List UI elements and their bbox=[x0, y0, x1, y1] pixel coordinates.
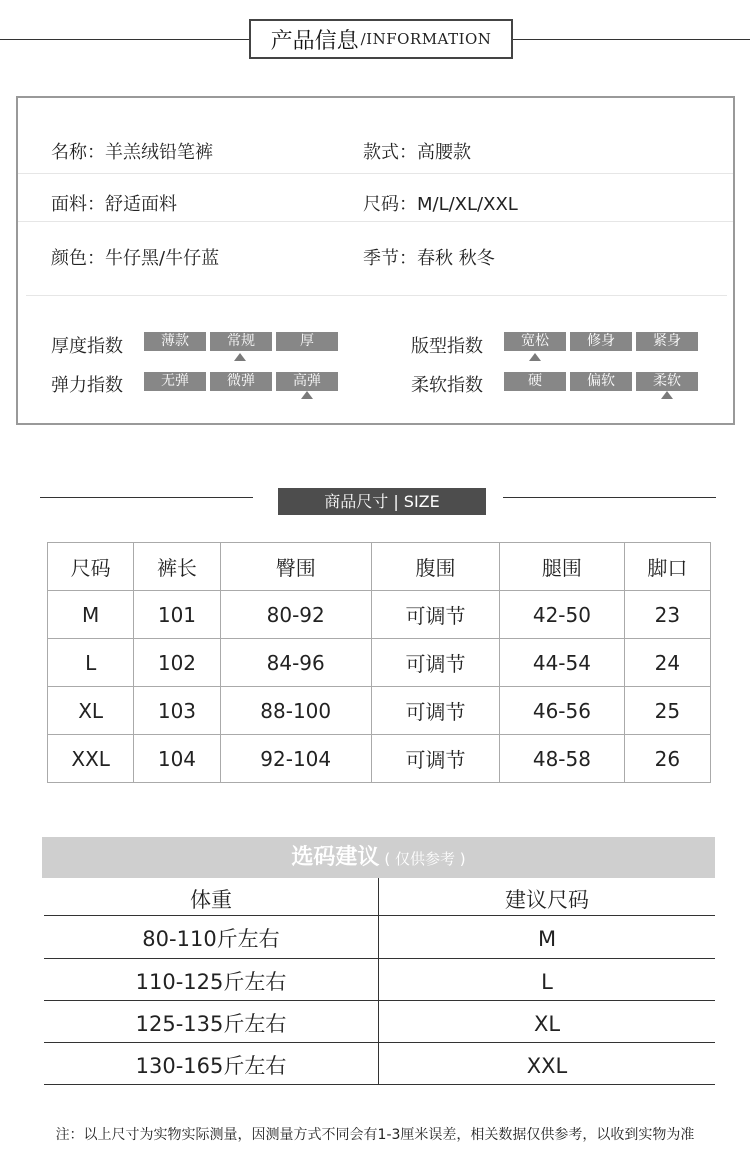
info-color: 颜色：牛仔黑/牛仔蓝 bbox=[51, 248, 220, 269]
header-cell: 裤长 bbox=[134, 543, 220, 591]
table-cell: 84-96 bbox=[220, 639, 371, 687]
info-separator bbox=[18, 221, 733, 222]
table-cell: 88-100 bbox=[220, 687, 371, 735]
fit-option-slim: 修身 bbox=[570, 332, 632, 351]
thickness-selected-marker bbox=[234, 353, 246, 361]
recommend-row bbox=[44, 918, 715, 960]
fit-index-label: 版型指数 bbox=[411, 336, 483, 357]
weight-header: 体重 bbox=[190, 888, 232, 912]
size-recommend-banner bbox=[42, 837, 715, 878]
softness-index-label: 柔软指数 bbox=[411, 375, 483, 396]
size-recommend-title: 选码建议 bbox=[291, 845, 380, 870]
recommend-rule bbox=[44, 1084, 715, 1085]
recommend-rule bbox=[44, 1000, 715, 1001]
elasticity-option-slight: 微弹 bbox=[210, 372, 272, 391]
info-header bbox=[249, 19, 513, 59]
size-cell: XL bbox=[533, 1012, 561, 1036]
size-rule-left bbox=[40, 497, 253, 498]
size-table bbox=[47, 542, 711, 783]
thickness-option-thin: 薄款 bbox=[144, 332, 206, 351]
table-row bbox=[48, 735, 711, 783]
table-cell: 23 bbox=[624, 591, 710, 639]
softness-option-semi-soft: 偏软 bbox=[570, 372, 632, 391]
size-cell: XXL bbox=[526, 1054, 568, 1078]
table-cell: XL bbox=[48, 687, 134, 735]
info-header-title: 产品信息 bbox=[270, 28, 359, 54]
header-cell: 臀围 bbox=[220, 543, 371, 591]
thickness-option-normal: 常规 bbox=[210, 332, 272, 351]
table-cell: 103 bbox=[134, 687, 220, 735]
size-header: 建议尺码 bbox=[505, 888, 589, 912]
recommend-row bbox=[44, 1003, 715, 1045]
info-name: 名称：羊羔绒铅笔裤 bbox=[51, 142, 213, 163]
size-cell: L bbox=[541, 970, 553, 994]
thickness-index-label: 厚度指数 bbox=[51, 336, 123, 357]
weight-cell: 125-135斤左右 bbox=[135, 1012, 287, 1036]
table-cell: 101 bbox=[134, 591, 220, 639]
weight-cell: 110-125斤左右 bbox=[135, 970, 287, 994]
thickness-option-thick: 厚 bbox=[276, 332, 338, 351]
table-cell: 44-54 bbox=[500, 639, 624, 687]
table-cell: 可调节 bbox=[371, 735, 499, 783]
header-rule-left bbox=[0, 39, 249, 40]
fit-selected-marker bbox=[529, 353, 541, 361]
recommend-rule bbox=[44, 1042, 715, 1043]
table-cell: 104 bbox=[134, 735, 220, 783]
info-separator bbox=[18, 173, 733, 174]
table-cell: 80-92 bbox=[220, 591, 371, 639]
header-cell: 腿围 bbox=[500, 543, 624, 591]
table-cell: 48-58 bbox=[500, 735, 624, 783]
info-sizes: 尺码：M/L/XL/XXL bbox=[363, 194, 518, 215]
fit-option-tight: 紧身 bbox=[636, 332, 698, 351]
product-info-panel bbox=[16, 96, 735, 425]
table-row bbox=[48, 687, 711, 735]
table-cell: 42-50 bbox=[500, 591, 624, 639]
info-style: 款式：高腰款 bbox=[363, 142, 471, 163]
size-recommend-subtitle: ( 仅供参考 ) bbox=[384, 850, 466, 868]
elasticity-selected-marker bbox=[301, 391, 313, 399]
recommend-rule bbox=[44, 915, 715, 916]
footnote: 注：以上尺寸为实物实际测量，因测量方式不同会有1-3厘米误差，相关数据仅供参考，以收到实物为准 bbox=[55, 1127, 695, 1143]
elasticity-option-none: 无弹 bbox=[144, 372, 206, 391]
table-cell: 可调节 bbox=[371, 639, 499, 687]
table-cell: 可调节 bbox=[371, 687, 499, 735]
table-cell: 92-104 bbox=[220, 735, 371, 783]
size-cell: M bbox=[537, 927, 557, 951]
header-cell: 脚口 bbox=[624, 543, 710, 591]
table-cell: 46-56 bbox=[500, 687, 624, 735]
softness-option-hard: 硬 bbox=[504, 372, 566, 391]
fit-option-loose: 宽松 bbox=[504, 332, 566, 351]
size-table-header bbox=[48, 543, 711, 591]
header-cell: 腹围 bbox=[371, 543, 499, 591]
info-fabric: 面料：舒适面料 bbox=[51, 194, 177, 215]
table-cell: 102 bbox=[134, 639, 220, 687]
weight-cell: 80-110斤左右 bbox=[142, 927, 280, 951]
table-cell: 25 bbox=[624, 687, 710, 735]
softness-selected-marker bbox=[661, 391, 673, 399]
recommend-row bbox=[44, 1045, 715, 1087]
table-cell: M bbox=[48, 591, 134, 639]
elasticity-index-label: 弹力指数 bbox=[51, 375, 123, 396]
header-cell: 尺码 bbox=[48, 543, 134, 591]
header-rule-right bbox=[513, 39, 750, 40]
table-row bbox=[48, 639, 711, 687]
info-separator bbox=[26, 295, 727, 296]
table-row bbox=[48, 591, 711, 639]
recommend-row bbox=[44, 961, 715, 1003]
info-season: 季节：春秋 秋冬 bbox=[363, 248, 495, 269]
size-rule-right bbox=[503, 497, 716, 498]
elasticity-option-high: 高弹 bbox=[276, 372, 338, 391]
softness-option-soft: 柔软 bbox=[636, 372, 698, 391]
table-cell: XXL bbox=[48, 735, 134, 783]
table-cell: 24 bbox=[624, 639, 710, 687]
recommend-rule bbox=[44, 958, 715, 959]
info-header-subtitle: /INFORMATION bbox=[360, 30, 492, 48]
table-cell: L bbox=[48, 639, 134, 687]
size-section-title: 商品尺寸 | SIZE bbox=[278, 488, 486, 515]
table-cell: 可调节 bbox=[371, 591, 499, 639]
weight-cell: 130-165斤左右 bbox=[135, 1054, 287, 1078]
table-cell: 26 bbox=[624, 735, 710, 783]
